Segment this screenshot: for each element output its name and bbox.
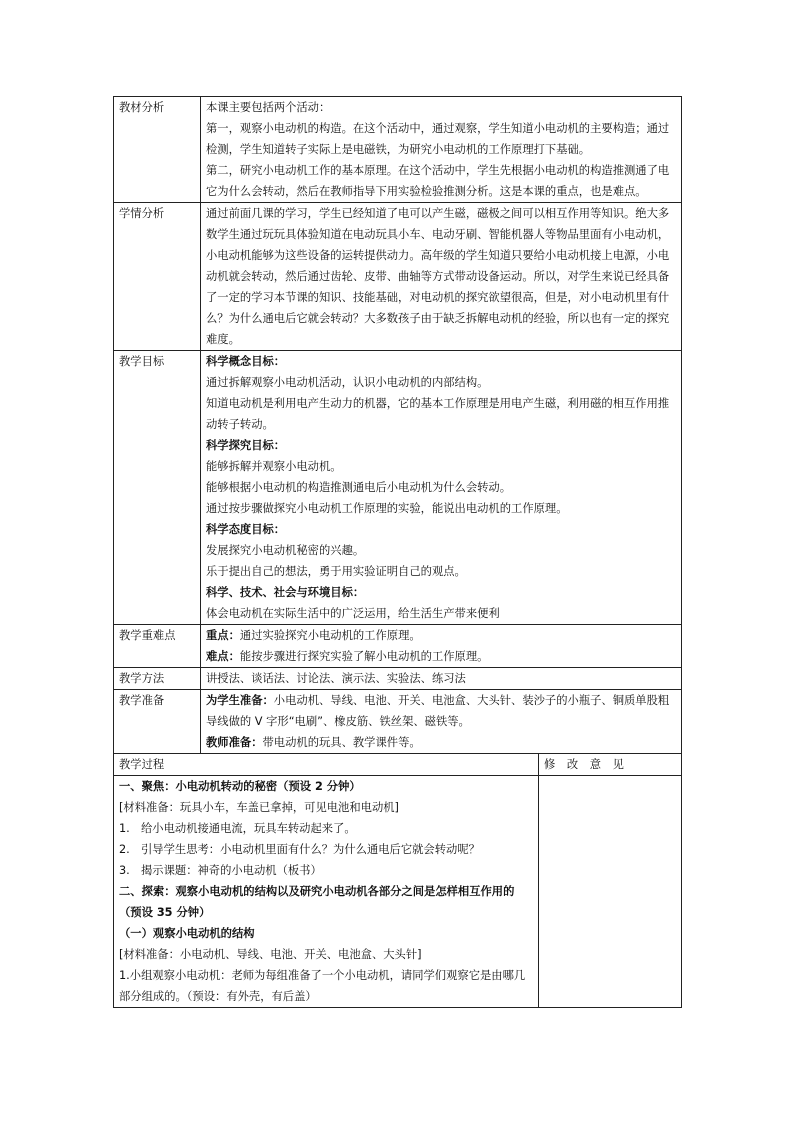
teacher-materials [206,732,676,753]
item-number: 3. [119,864,130,877]
goal-line: 发展探究小电动机秘密的兴趣。 [206,544,365,557]
goal-heading: 科学态度目标： [206,523,286,536]
row-process-header [114,754,682,776]
key-point [206,625,676,646]
row-content [201,203,682,351]
row-content [201,351,682,625]
goal-line: 知道电动机是利用电产生动力的机器，它的基本工作原理是用电产生磁，利用磁的相互作用推动转子转动。 [206,397,670,431]
row-teaching-preparation [114,690,682,754]
goal-line: 能够拆解并观察小电动机。 [206,460,342,473]
material-note: [材料准备：玩具小车，车盖已拿掉，可见电池和电动机] [119,801,399,814]
item-text: 引导学生思考：小电动机里面有什么？为什么通电后它就会转动呢？ [141,843,480,856]
item-text: 揭示课题：神奇的小电动机（板书） [141,864,322,877]
row-content [201,625,682,668]
row-label: 教学目标 [114,351,201,625]
item-number: 2. [119,843,130,856]
list-item [119,818,533,839]
row-process-body [114,776,682,1008]
goal-line: 体会电动机在实际生活中的广泛运用，给生活生产带来便利 [206,607,500,620]
teacher-materials-text: 带电动机的玩具、教学课件等。 [262,736,421,749]
item-text: 给小电动机接通电流，玩具车转动起来了。 [141,822,356,835]
paragraph: 本课主要包括两个活动： [206,101,331,114]
row-label: 教学方法 [114,668,201,690]
student-materials-title: 为学生准备： [206,694,274,707]
revision-notes-label: 修 改 意 见 [539,754,682,776]
goal-line: 乐于提出自己的想法，勇于用实验证明自己的观点。 [206,565,466,578]
revision-notes-cell [539,776,682,1008]
item-number: 1. [119,822,130,835]
teacher-materials-title: 教师准备： [206,736,263,749]
methods-text: 讲授法、谈话法、讨论法、演示法、实验法、练习法 [206,672,466,685]
difficult-point-title: 难点： [206,650,240,663]
key-point-text: 通过实验探究小电动机的工作原理。 [239,629,421,642]
row-teaching-goals [114,351,682,625]
student-materials-text: 小电动机、导线、电池、开关、电池盒、大头针、装沙子的小瓶子、铜质单股粗导线做的 V 字形“电刷”、橡皮筋、铁丝架、磁铁等。 [206,694,670,728]
goal-heading: 科学探究目标： [206,439,286,452]
row-label: 教学准备 [114,690,201,754]
goal-line: 能够根据小电动机的构造推测通电后小电动机为什么会转动。 [206,481,512,494]
list-item [119,839,533,860]
row-teaching-methods [114,668,682,690]
key-point-title: 重点： [206,629,240,642]
row-label: 教学重难点 [114,625,201,668]
row-content [201,690,682,754]
row-student-analysis [114,203,682,351]
goal-heading: 科学概念目标： [206,355,286,368]
subsection-heading: （一）观察小电动机的结构 [119,927,255,940]
row-label: 教材分析 [114,97,201,203]
row-content [201,97,682,203]
lesson-plan-table [113,96,682,1008]
process-label: 教学过程 [114,754,539,776]
section-heading: 二、探索：观察小电动机的结构以及研究小电动机各部分之间是怎样相互作用的（预设 35 分钟） [119,885,515,919]
paragraph: 第二，研究小电动机工作的基本原理。在这个活动中，学生先根据小电动机的构造推测通了电它为什么会转动，然后在教师指导下用实验检验推测分析。这是本课的重点，也是难点。 [206,164,670,198]
row-label: 学情分析 [114,203,201,351]
row-textbook-analysis [114,97,682,203]
list-item: 1.小组观察小电动机：老师为每组准备了一个小电动机，请同学们观察它是由哪几部分组成的。（预设：有外壳，有后盖） [119,969,526,1003]
row-content [201,668,682,690]
section-heading: 一、聚焦：小电动机转动的秘密（预设 2 分钟） [119,780,361,793]
goal-line: 通过拆解观察小电动机活动，认识小电动机的内部结构。 [206,376,489,389]
goal-line: 通过按步骤做探究小电动机工作原理的实验，能说出电动机的工作原理。 [206,502,568,515]
paragraph: 第一，观察小电动机的构造。在这个活动中，通过观察，学生知道小电动机的主要构造；通过检测，学生知道转子实际上是电磁铁，为研究小电动机的工作原理打下基础。 [206,122,670,156]
material-note: [材料准备：小电动机、导线、电池、开关、电池盒、大头针] [119,948,422,961]
difficult-point-text: 能按步骤进行探究实验了解小电动机的工作原理。 [239,650,489,663]
student-materials [206,690,676,732]
row-key-points [114,625,682,668]
process-content [114,776,539,1008]
list-item [119,860,533,881]
goal-heading: 科学、技术、社会与环境目标： [206,586,365,599]
paragraph: 通过前面几课的学习，学生已经知道了电可以产生磁，磁极之间可以相互作用等知识。绝大多数学生通过玩玩具体验知道在电动玩具小车、电动牙刷、智能机器人等物品里面有小电动机，小电动机能够为这些设备的运转提供动力。高年级的学生知道只要给小电动机接上电源，小电动机就会转动，然后通过齿轮、皮带、曲轴等方式带动设备运动。所以，对学生来说已经具备了一定的学习本节课的知识、技能基础，对电动机的探究欲望很高，但是，对小电动机里有什么？为什么通电后它就会转动？大多数孩子由于缺乏拆解电动机的经验，所以也有一定的探究难度。 [206,207,670,346]
difficult-point [206,646,676,667]
